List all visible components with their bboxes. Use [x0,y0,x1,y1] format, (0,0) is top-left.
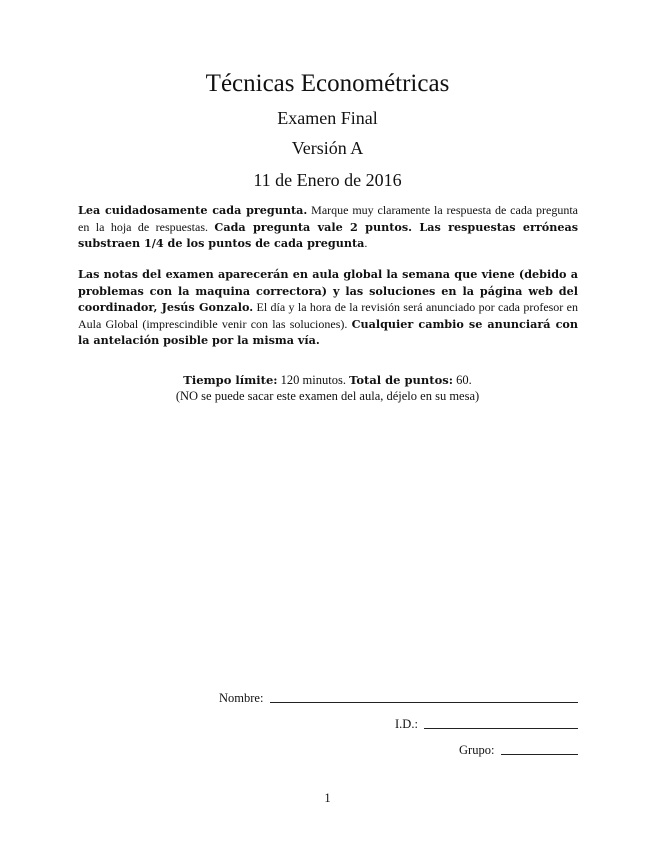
instruction-bold-changes: Cualquier cambio se anunciará con la antelación posible por la misma vía. [78,316,578,347]
group-field-line[interactable] [501,754,578,755]
exam-subtitle: Examen Final [277,108,378,128]
instruction-text-review: El día y la hora de la revisión será anunciado por cada profesor en Aula Global (imprescindible venir con las soluciones). [78,300,578,331]
page-number: 1 [324,791,331,805]
name-field-line[interactable] [270,702,578,703]
instructions-paragraph-2 [78,266,578,349]
exam-note: (NO se puede sacar este examen del aula, déjelo en su mesa) [175,389,480,403]
instruction-bold-grades: Las notas del examen aparecerán en aula global la semana que viene (debido a problemas con la maquina correctora) y las soluciones en la página web del coordinador, Jesús Gonzalo. [78,267,578,314]
id-field-line[interactable] [424,728,578,729]
exam-title: Técnicas Econométricas [205,70,450,97]
time-limit-value: 120 minutos. [277,373,350,387]
exam-version: Versión A [291,138,364,158]
name-label: Nombre: [219,691,264,705]
time-limit-line [0,372,655,388]
instruction-text-mark: Marque muy claramente la respuesta de cada pregunta en la hoja de respuestas. [78,203,578,234]
time-limit-label: Tiempo límite: [183,373,278,387]
instruction-text-period: . [364,236,368,250]
exam-date: 11 de Enero de 2016 [253,170,402,190]
id-label: I.D.: [395,717,418,731]
time-limit-block [0,372,655,404]
instruction-bold-read: Lea cuidadosamente cada pregunta. [78,203,308,217]
total-points-value: 60. [452,373,472,387]
total-points-label: Total de puntos: [349,373,453,387]
instructions-paragraph-1 [78,202,578,252]
instruction-bold-points: Cada pregunta vale 2 puntos. Las respuestas erróneas substraen 1/4 de los puntos de cada pregunta [78,219,579,250]
group-label: Grupo: [459,743,495,757]
